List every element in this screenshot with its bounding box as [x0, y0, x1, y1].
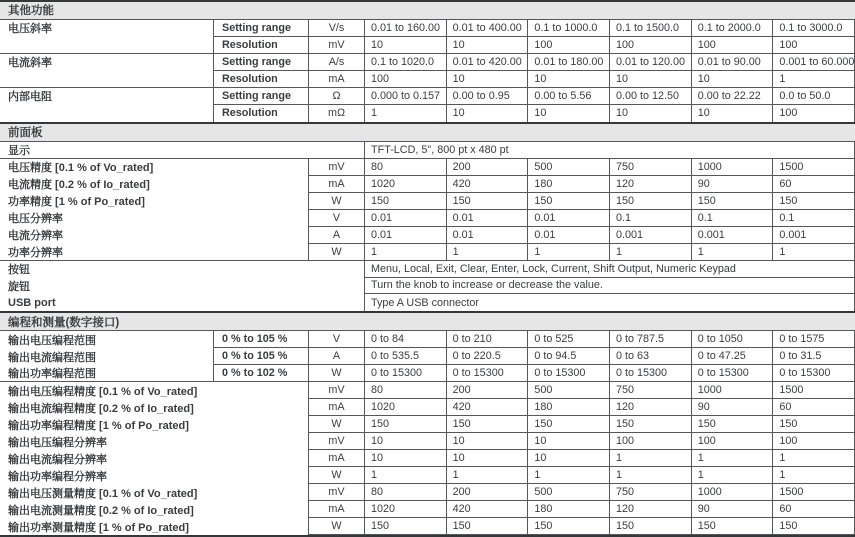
spec-label: 输出电压测量精度 [0.1 % of Vo_rated]	[8, 487, 198, 500]
value-cell: 180	[527, 399, 609, 416]
value-cell: 150	[364, 518, 446, 535]
value-cell: 1020	[364, 176, 446, 193]
unit-cell: mA	[308, 176, 364, 193]
value-cell: 0.00 to 22.22	[691, 88, 773, 105]
table-row	[0, 142, 855, 159]
value-cell: 0.1 to 1500.0	[609, 20, 691, 37]
value-cell: 120	[609, 501, 691, 518]
table-row	[0, 501, 855, 518]
value-cell: 10	[364, 450, 446, 467]
value-cell: 0.00 to 12.50	[609, 88, 691, 105]
value-cell: 0.001	[772, 227, 855, 244]
spec-sublabel: Resolution	[213, 71, 308, 88]
value-cell: 10	[691, 105, 773, 122]
section-header-row	[0, 0, 855, 20]
value-cell: 0 to 63	[609, 348, 691, 365]
value-cell: 0.1 to 1000.0	[527, 20, 609, 37]
spec-sublabel: Resolution	[213, 105, 308, 122]
value-cell: 1	[772, 71, 855, 88]
value-cell: 150	[772, 193, 855, 210]
value-cell: 90	[691, 399, 773, 416]
value-cell: 60	[772, 399, 855, 416]
value-cell: 60	[772, 176, 855, 193]
table-row	[0, 20, 855, 37]
unit-cell: V/s	[308, 20, 364, 37]
spec-label: 显示	[0, 142, 364, 159]
spec-label: 电流精度 [0.2 % of Io_rated]	[8, 179, 150, 192]
value-cell: 0.00 to 5.56	[527, 88, 609, 105]
value-cell: 500	[527, 159, 609, 176]
spec-label	[0, 71, 213, 88]
value-cell: 1	[609, 244, 691, 261]
spec-label: 电压分辨率	[8, 213, 63, 226]
spec-label: 输出电流测量精度 [0.2 % of Io_rated]	[8, 504, 194, 517]
value-cell: 0 to 1050	[691, 331, 773, 348]
spec-sublabel: 0 % to 105 %	[213, 348, 308, 365]
value-cell: 100	[609, 433, 691, 450]
value-cell: 750	[609, 382, 691, 399]
spec-sublabel: Setting range	[213, 88, 308, 105]
spec-label: 输出电压编程精度 [0.1 % of Vo_rated]	[8, 385, 198, 398]
value-cell: 0.1	[609, 210, 691, 227]
value-span-cell: TFT-LCD, 5", 800 pt x 480 pt	[364, 142, 855, 159]
value-cell: 0.01	[527, 210, 609, 227]
unit-cell: mA	[308, 501, 364, 518]
value-cell: 10	[527, 433, 609, 450]
value-cell: 1	[772, 467, 855, 484]
value-cell: 0.1 to 1020.0	[364, 54, 446, 71]
value-cell: 1	[364, 105, 446, 122]
value-cell: 0 to 84	[364, 331, 446, 348]
value-cell: 100	[772, 433, 855, 450]
unit-cell: A	[308, 348, 364, 365]
value-cell: 10	[691, 71, 773, 88]
section-header-row	[0, 311, 855, 331]
spec-label: 功率精度 [1 % of Po_rated]	[8, 196, 145, 209]
value-cell: 1000	[691, 159, 773, 176]
unit-cell: V	[308, 210, 364, 227]
value-span-cell: Type A USB connector	[364, 294, 855, 311]
value-cell: 1500	[772, 484, 855, 501]
value-cell: 0.1	[691, 210, 773, 227]
table-row	[0, 176, 855, 193]
value-cell: 90	[691, 176, 773, 193]
table-row	[0, 278, 855, 295]
table-row	[0, 331, 855, 348]
unit-cell: V	[308, 331, 364, 348]
table-row	[0, 193, 855, 210]
value-cell: 1500	[772, 382, 855, 399]
spec-label: 电压斜率	[8, 23, 52, 36]
value-cell: 0 to 15300	[446, 365, 528, 382]
table-row	[0, 294, 855, 311]
value-cell: 200	[446, 484, 528, 501]
spec-sublabel: Setting range	[213, 54, 308, 71]
unit-cell: mV	[308, 159, 364, 176]
value-cell: 0 to 525	[527, 331, 609, 348]
value-cell: 150	[691, 518, 773, 535]
value-cell: 10	[446, 105, 528, 122]
value-cell: 1	[691, 244, 773, 261]
value-cell: 1	[527, 244, 609, 261]
value-cell: 0 to 15300	[772, 365, 855, 382]
value-cell: 100	[609, 37, 691, 54]
value-cell: 420	[446, 399, 528, 416]
table-row	[0, 54, 855, 71]
value-cell: 10	[609, 71, 691, 88]
table-row	[0, 159, 855, 176]
value-cell: 0.00 to 0.95	[446, 88, 528, 105]
value-cell: 0.1	[772, 210, 855, 227]
value-cell: 180	[527, 501, 609, 518]
value-cell: 80	[364, 484, 446, 501]
unit-cell: mA	[308, 71, 364, 88]
value-cell: 150	[609, 193, 691, 210]
value-cell: 120	[609, 399, 691, 416]
section-title: 编程和测量(数字接口)	[8, 316, 120, 329]
spec-sublabel: Resolution	[213, 37, 308, 54]
value-cell: 750	[609, 159, 691, 176]
value-cell: 10	[446, 450, 528, 467]
spec-label: 内部电阻	[8, 91, 52, 104]
value-cell: 150	[691, 416, 773, 433]
value-cell: 0.01	[527, 227, 609, 244]
value-cell: 1	[364, 467, 446, 484]
value-cell: 1	[446, 467, 528, 484]
value-cell: 1	[772, 244, 855, 261]
table-row	[0, 450, 855, 467]
value-cell: 0.01 to 120.00	[609, 54, 691, 71]
unit-cell: mV	[308, 382, 364, 399]
value-cell: 750	[609, 484, 691, 501]
table-row	[0, 348, 855, 365]
value-cell: 0.01 to 420.00	[446, 54, 528, 71]
table-row	[0, 105, 855, 122]
table-row	[0, 416, 855, 433]
value-cell: 0.01 to 160.00	[364, 20, 446, 37]
value-cell: 150	[446, 518, 528, 535]
value-cell: 60	[772, 501, 855, 518]
value-cell: 0.01	[364, 210, 446, 227]
value-cell: 10	[527, 71, 609, 88]
value-cell: 80	[364, 159, 446, 176]
table-row	[0, 210, 855, 227]
spec-sublabel: 0 % to 102 %	[213, 365, 308, 382]
unit-cell: W	[308, 244, 364, 261]
value-cell: 420	[446, 176, 528, 193]
unit-cell: W	[308, 365, 364, 382]
spec-label: 输出功率测量精度 [1 % of Po_rated]	[8, 521, 189, 534]
spec-label: 功率分辨率	[0, 244, 308, 261]
unit-cell: mΩ	[308, 105, 364, 122]
value-cell: 180	[527, 176, 609, 193]
spec-label: 输出功率编程范围	[0, 365, 213, 382]
value-cell: 10	[609, 105, 691, 122]
table-row	[0, 365, 855, 382]
spec-label: 输出电压编程分辨率	[8, 436, 107, 449]
table-row	[0, 467, 855, 484]
value-cell: 150	[527, 416, 609, 433]
value-cell: 0 to 787.5	[609, 331, 691, 348]
value-cell: 10	[446, 433, 528, 450]
value-cell: 150	[609, 416, 691, 433]
spec-label: USB port	[8, 296, 56, 309]
value-cell: 1	[364, 244, 446, 261]
value-cell: 0.1 to 2000.0	[691, 20, 773, 37]
value-cell: 10	[527, 105, 609, 122]
value-cell: 0.01 to 180.00	[527, 54, 609, 71]
spec-label	[0, 105, 213, 122]
value-cell: 1	[691, 467, 773, 484]
value-cell: 10	[446, 37, 528, 54]
table-row	[0, 37, 855, 54]
spec-label: 输出功率编程精度 [1 % of Po_rated]	[8, 419, 189, 432]
value-span-cell: Menu, Local, Exit, Clear, Enter, Lock, Current, Shift Output, Numeric Keypad	[364, 261, 855, 278]
value-cell: 0.01 to 400.00	[446, 20, 528, 37]
spec-label: 旋钮	[8, 280, 30, 293]
value-cell: 100	[691, 433, 773, 450]
spec-sublabel: 0 % to 105 %	[213, 331, 308, 348]
value-cell: 150	[446, 193, 528, 210]
value-cell: 0 to 535.5	[364, 348, 446, 365]
value-cell: 90	[691, 501, 773, 518]
spec-label: 输出功率编程分辨率	[8, 470, 107, 483]
unit-cell: W	[308, 193, 364, 210]
value-cell: 150	[364, 193, 446, 210]
table-row	[0, 244, 855, 261]
value-cell: 150	[772, 518, 855, 535]
value-cell: 1	[446, 244, 528, 261]
spec-label: 按钮	[8, 264, 30, 277]
value-cell: 0.01	[446, 210, 528, 227]
value-cell: 10	[364, 37, 446, 54]
value-cell: 200	[446, 159, 528, 176]
value-cell: 1	[691, 450, 773, 467]
value-cell: 0.01	[364, 227, 446, 244]
value-cell: 0 to 47.25	[691, 348, 773, 365]
value-cell: 200	[446, 382, 528, 399]
spec-label: 输出电压编程范围	[8, 334, 96, 347]
value-cell: 150	[772, 416, 855, 433]
table-row	[0, 382, 855, 399]
value-cell: 1	[609, 467, 691, 484]
unit-cell: mA	[308, 399, 364, 416]
spec-label	[0, 37, 213, 54]
unit-cell: A/s	[308, 54, 364, 71]
value-span-cell: Turn the knob to increase or decrease the value.	[364, 278, 855, 295]
table-row	[0, 399, 855, 416]
value-cell: 100	[772, 37, 855, 54]
table-row	[0, 484, 855, 501]
table-row	[0, 518, 855, 535]
value-cell: 100	[527, 37, 609, 54]
value-cell: 1000	[691, 484, 773, 501]
value-cell: 0 to 15300	[364, 365, 446, 382]
value-cell: 0.001	[609, 227, 691, 244]
value-cell: 0 to 210	[446, 331, 528, 348]
value-cell: 1020	[364, 501, 446, 518]
spec-label: 电压精度 [0.1 % of Vo_rated]	[8, 162, 154, 175]
value-cell: 0 to 1575	[772, 331, 855, 348]
value-cell: 0.000 to 0.157	[364, 88, 446, 105]
unit-cell: mA	[308, 450, 364, 467]
unit-cell: A	[308, 227, 364, 244]
value-cell: 80	[364, 382, 446, 399]
value-cell: 1	[772, 450, 855, 467]
table-row	[0, 71, 855, 88]
spec-label: 输出电流编程精度 [0.2 % of Io_rated]	[8, 402, 194, 415]
unit-cell: Ω	[308, 88, 364, 105]
spec-label: 输出电流编程范围	[8, 351, 96, 364]
spec-label: 输出电流编程分辨率	[8, 453, 107, 466]
section-title: 前面板	[8, 127, 43, 140]
value-cell: 0 to 15300	[609, 365, 691, 382]
value-cell: 0.01 to 90.00	[691, 54, 773, 71]
value-cell: 150	[609, 518, 691, 535]
value-cell: 500	[527, 382, 609, 399]
value-cell: 150	[527, 193, 609, 210]
unit-cell: mV	[308, 37, 364, 54]
value-cell: 1020	[364, 399, 446, 416]
value-cell: 100	[364, 71, 446, 88]
value-cell: 150	[446, 416, 528, 433]
value-cell: 100	[691, 37, 773, 54]
value-cell: 150	[691, 193, 773, 210]
value-cell: 1000	[691, 382, 773, 399]
value-cell: 1500	[772, 159, 855, 176]
value-cell: 0 to 94.5	[527, 348, 609, 365]
spec-label: 电流斜率	[8, 57, 52, 70]
value-cell: 0 to 31.5	[772, 348, 855, 365]
section-header-row	[0, 122, 855, 142]
table-row	[0, 261, 855, 278]
value-cell: 120	[609, 176, 691, 193]
table-row	[0, 88, 855, 105]
unit-cell: mV	[308, 433, 364, 450]
value-cell: 0 to 15300	[527, 365, 609, 382]
value-cell: 150	[364, 416, 446, 433]
value-cell: 10	[364, 433, 446, 450]
value-cell: 10	[527, 450, 609, 467]
value-cell: 1	[527, 467, 609, 484]
unit-cell: W	[308, 416, 364, 433]
value-cell: 150	[527, 518, 609, 535]
unit-cell: W	[308, 467, 364, 484]
unit-cell: W	[308, 518, 364, 535]
unit-cell: mV	[308, 484, 364, 501]
value-cell: 0.001	[691, 227, 773, 244]
value-cell: 0 to 15300	[691, 365, 773, 382]
value-cell: 1	[609, 450, 691, 467]
value-cell: 0.1 to 3000.0	[772, 20, 855, 37]
value-cell: 0 to 220.5	[446, 348, 528, 365]
value-cell: 0.0 to 50.0	[772, 88, 855, 105]
value-cell: 100	[772, 105, 855, 122]
value-cell: 0.001 to 60.000	[772, 54, 855, 71]
value-cell: 420	[446, 501, 528, 518]
table-row	[0, 227, 855, 244]
spec-sublabel: Setting range	[213, 20, 308, 37]
value-cell: 0.01	[446, 227, 528, 244]
value-cell: 500	[527, 484, 609, 501]
spec-label: 电流分辨率	[8, 230, 63, 243]
value-cell: 10	[446, 71, 528, 88]
table-row	[0, 433, 855, 450]
section-title: 其他功能	[8, 5, 54, 18]
